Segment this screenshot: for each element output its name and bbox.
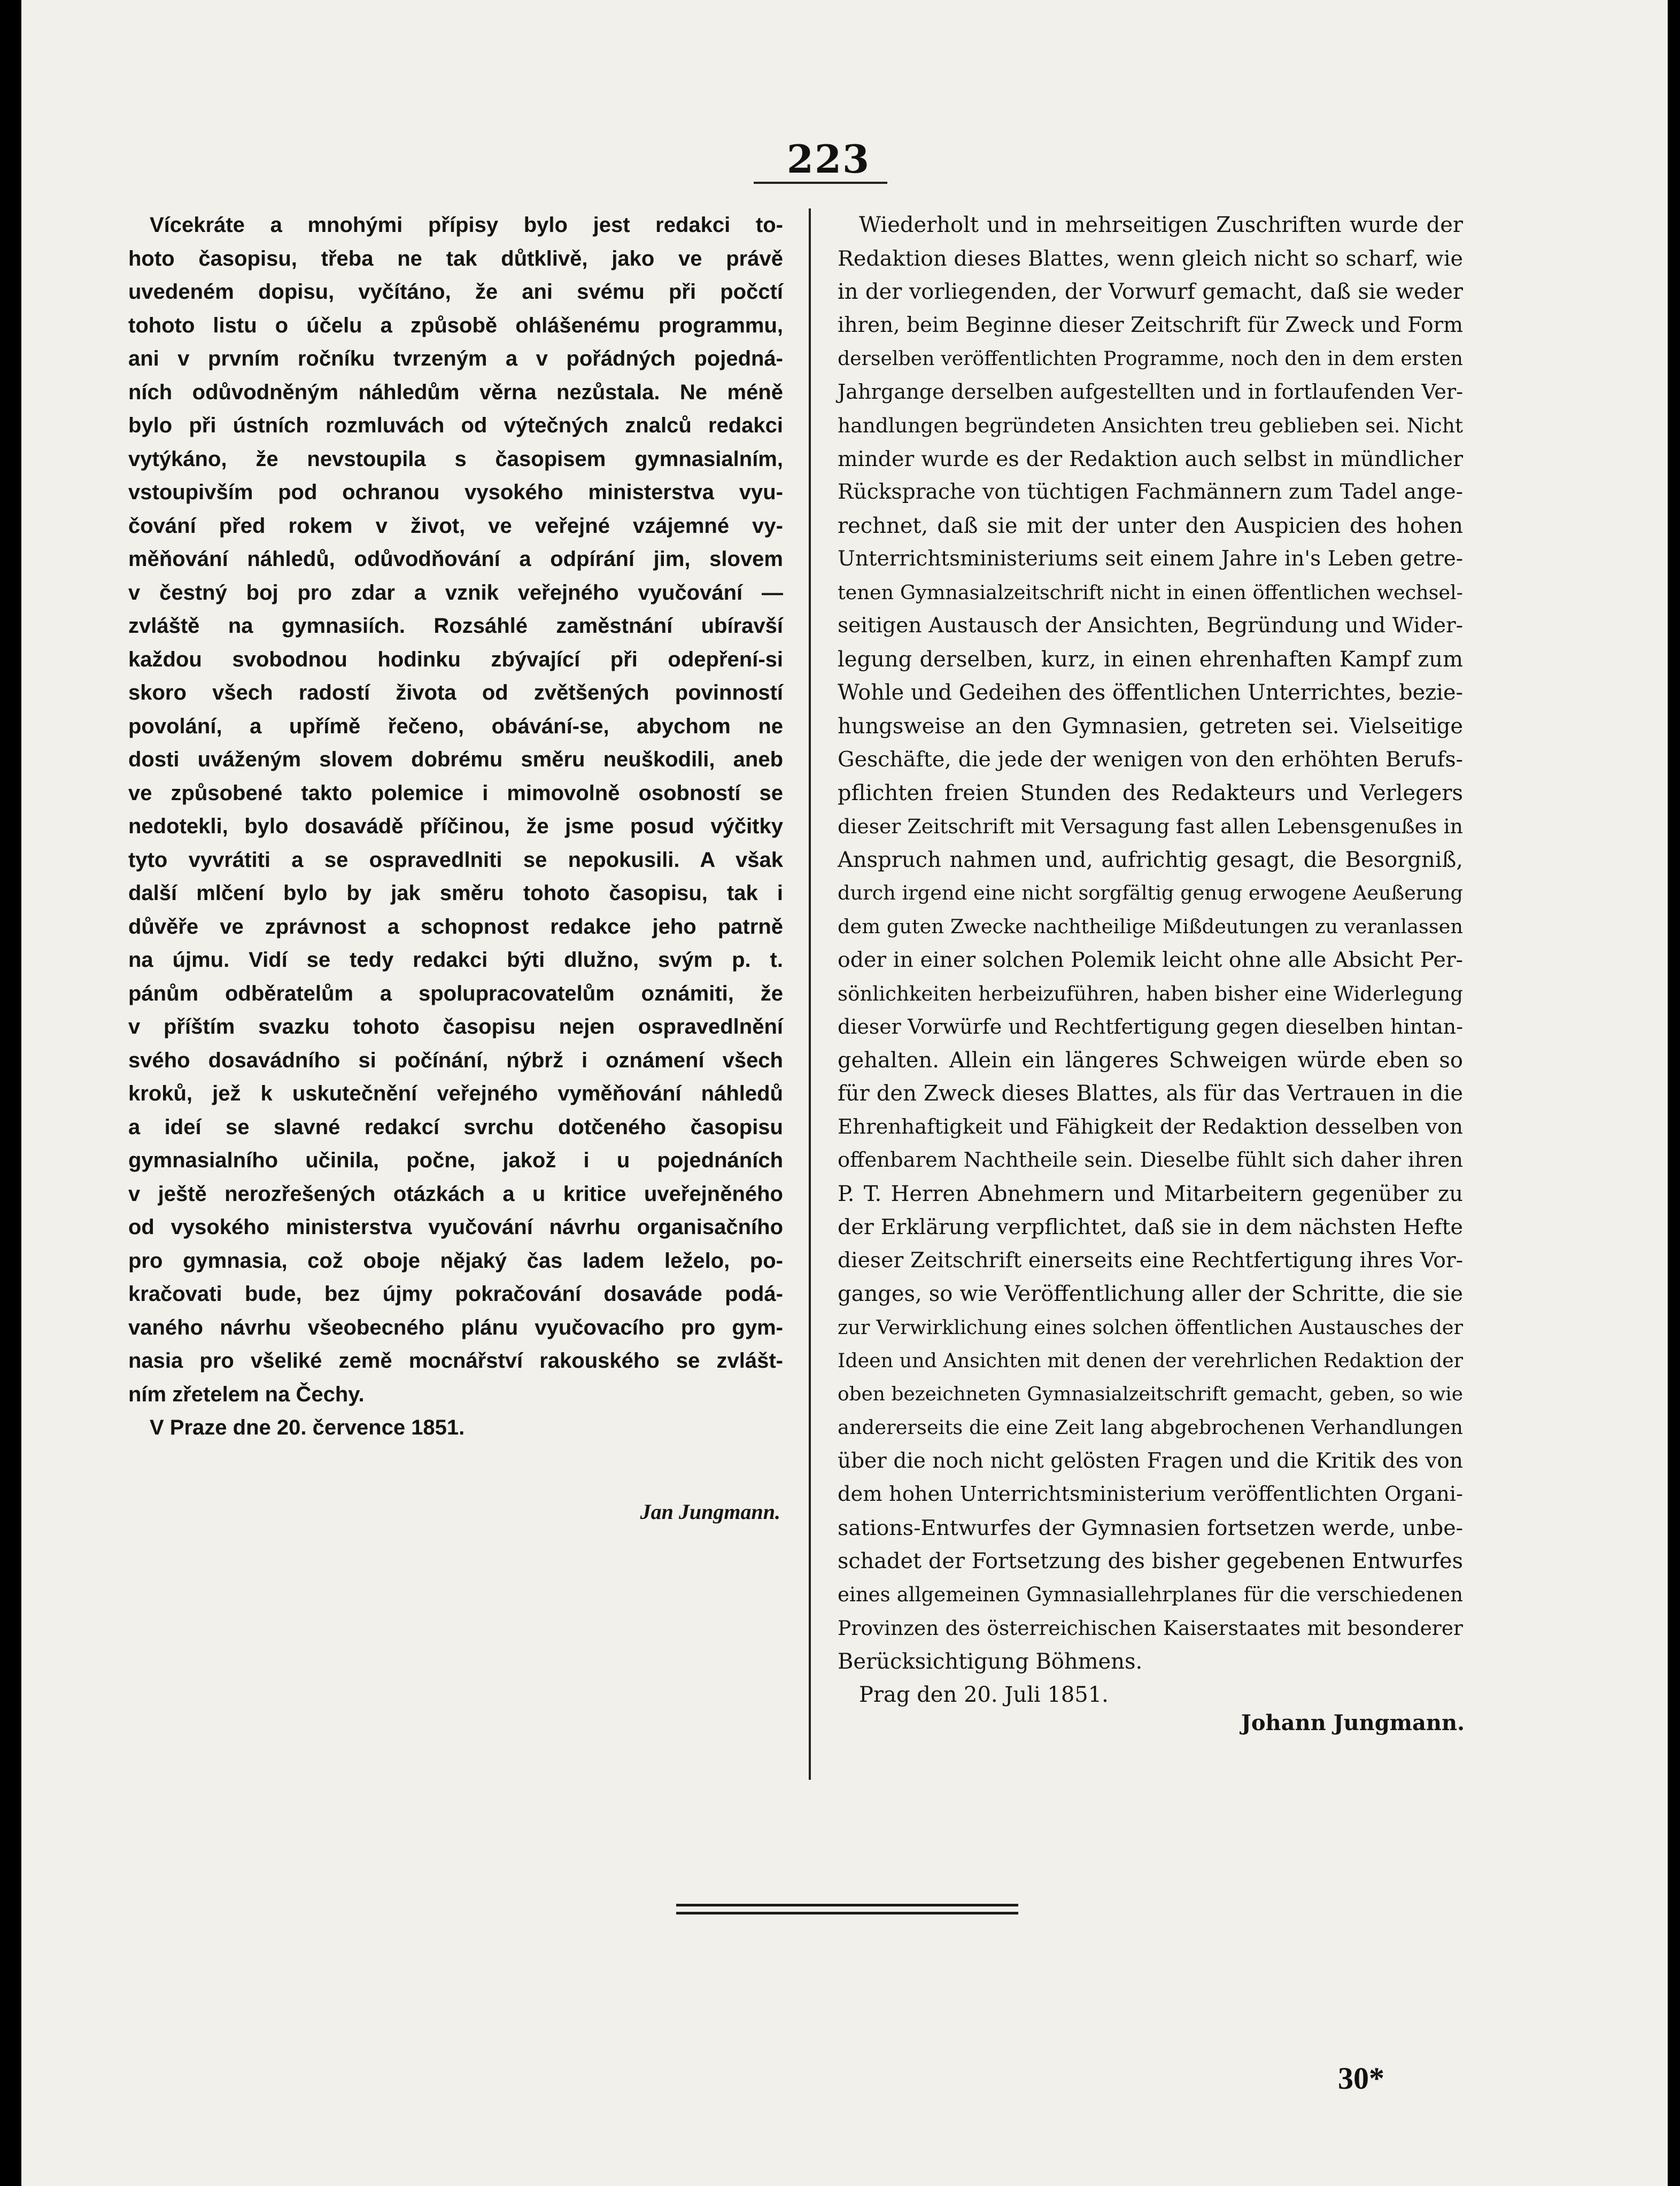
german-column	[838, 208, 1463, 1712]
czech-line: od vysokého ministerstva vyučování návrhu organisačního	[128, 1215, 783, 1239]
czech-line: skoro všech radostí života od zvětšených povinností	[128, 681, 783, 704]
czech-line: vstoupivším pod ochranou vysokého ministerstva vyu-	[128, 480, 783, 504]
czech-line: povolání, a upřímě řečeno, obávání-se, abychom ne	[128, 714, 783, 738]
german-line: Ideen und Ansichten mit denen der verehrlichen Redaktion der	[838, 1349, 1463, 1372]
czech-line: Vícekráte a mnohými přípisy bylo jest redakci to-	[150, 213, 783, 237]
czech-line: pánům odběratelům a spolupracovatelům oznámiti, že	[128, 981, 783, 1005]
german-line: Jahrgange derselben aufgestellten und in fortlaufenden Ver-	[838, 380, 1463, 404]
german-line: andererseits die eine Zeit lang abgebrochenen Verhandlungen	[838, 1416, 1463, 1439]
german-line: sönlichkeiten herbeizuführen, haben bisher eine Widerlegung	[838, 981, 1463, 1005]
german-line: sations-Entwurfes der Gymnasien fortsetzen werde, unbe-	[838, 1515, 1463, 1540]
german-line: über die noch nicht gelösten Fragen und die Kritik des von	[838, 1448, 1463, 1473]
czech-line: vaného návrhu všeobecného plánu vyučovacího pro gym-	[128, 1315, 783, 1339]
czech-line: v čestný boj pro zdar a vznik veřejného vyučování —	[128, 580, 783, 604]
german-line: pflichten freien Stunden des Redakteurs und Verlegers	[838, 780, 1463, 805]
german-signature: Johann Jungmann.	[1241, 1710, 1465, 1735]
german-line: Rücksprache von tüchtigen Fachmännern zum Tadel ange-	[838, 480, 1463, 504]
german-line: dem guten Zwecke nachtheilige Mißdeutungen zu veranlassen	[838, 914, 1463, 938]
czech-line: důvěře ve zprávnost a schopnost redakce jeho patrně	[128, 914, 783, 939]
german-line: in der vorliegenden, der Vorwurf gemacht, daß sie weder	[838, 280, 1463, 304]
german-line: tenen Gymnasialzeitschrift nicht in einen öffentlichen wechsel-	[838, 580, 1463, 604]
czech-line: dosti uváženým slovem dobrému směru neuškodili, aneb	[128, 748, 783, 771]
czech-line: měňování náhledů, odůvodňování a odpírání jim, slovem	[128, 547, 783, 571]
german-line: zur Verwirklichung eines solchen öffentlichen Austausches der	[838, 1315, 1463, 1339]
german-line: für den Zweck dieses Blattes, als für das Vertrauen in die	[838, 1081, 1463, 1106]
german-line: Provinzen des österreichischen Kaiserstaates mit besonderer	[838, 1616, 1463, 1640]
czech-line: tyto vyvrátiti a se ospravedlniti se nepokusili. A však	[128, 848, 783, 872]
czech-line: kračovati bude, bez újmy pokračování dosaváde podá-	[128, 1282, 783, 1306]
czech-line: zvláště na gymnasiích. Rozsáhlé zaměstnání ubíravší	[128, 614, 783, 638]
czech-line: nedotekli, bylo dosavádě příčinou, že jsme posud výčitky	[128, 815, 783, 838]
german-line: hungsweise an den Gymnasien, getreten sei. Vielseitige	[838, 714, 1463, 739]
czech-line: nasia pro všeliké země mocnářství rakouského se zvlášt-	[128, 1349, 783, 1373]
czech-line: tohoto listu o účelu a způsobě ohlášenému programmu,	[128, 313, 783, 337]
czech-column	[128, 208, 783, 1445]
german-line: rechnet, daß sie mit der unter den Auspicien des hohen	[838, 513, 1463, 538]
german-line: handlungen begründeten Ansichten treu geblieben sei. Nicht	[838, 414, 1463, 437]
german-line: Geschäfte, die jede der wenigen von den erhöhten Berufs-	[838, 747, 1463, 772]
german-line: derselben veröffentlichten Programme, noch den in dem ersten	[838, 347, 1463, 370]
german-line: Unterrichtsministeriums seit einem Jahre in's Leben getre-	[838, 547, 1463, 571]
czech-line: svého dosavádního si počínání, nýbrž i oznámení všech	[128, 1048, 783, 1072]
czech-signature: Jan Jungmann.	[640, 1500, 780, 1524]
czech-line: hoto časopisu, třeba ne tak důtklivě, jako ve právě	[128, 246, 783, 270]
german-line: oder in einer solchen Polemik leicht ohne alle Absicht Per-	[838, 948, 1463, 972]
german-line: offenbarem Nachtheile sein. Dieselbe fühlt sich daher ihren	[838, 1148, 1463, 1172]
german-line: oben bezeichneten Gymnasialzeitschrift gemacht, geben, so wie	[838, 1383, 1463, 1405]
german-line: legung derselben, kurz, in einen ehrenhaften Kampf zum	[838, 647, 1463, 672]
german-line: minder wurde es der Redaktion auch selbst in mündlicher	[838, 446, 1463, 471]
czech-line: pro gymnasia, což oboje nějaký čas ladem leželo, po-	[128, 1249, 783, 1273]
german-line: Anspruch nahmen und, aufrichtig gesagt, die Besorgniß,	[838, 847, 1463, 872]
czech-line: uvedeném dopisu, vyčítáno, že ani svému při počctí	[128, 280, 783, 304]
czech-line: bylo při ústních rozmluvách od výtečných znalců redakci	[128, 414, 783, 437]
czech-line: gymnasialního učinila, počne, jakož i u pojednáních	[128, 1149, 783, 1172]
czech-line: na újmu. Vidí se tedy redakci býti dlužno, svým p. t.	[128, 948, 783, 972]
czech-line: v ještě nerozřešených otázkách a u kritice uveřejněného	[128, 1182, 783, 1206]
german-line: seitigen Austausch der Ansichten, Begründung und Wider-	[838, 614, 1463, 638]
czech-line: ním zřetelem na Čechy.	[128, 1382, 365, 1406]
closing-double-rule-bottom	[676, 1912, 1018, 1914]
german-line: Wohle und Gedeihen des öffentlichen Unterrichtes, bezie-	[838, 680, 1463, 705]
german-line: ihren, beim Beginne dieser Zeitschrift für Zweck und Form	[838, 313, 1463, 337]
german-line: Wiederholt und in mehrseitigen Zuschriften wurde der	[859, 213, 1463, 237]
german-line: Ehrenhaftigkeit und Fähigkeit der Redaktion desselben von	[838, 1114, 1463, 1139]
german-line: dem hohen Unterrichtsministerium veröffentlichten Organi-	[838, 1482, 1463, 1506]
page-number-rule	[754, 182, 887, 184]
czech-line: vytýkáno, že nevstoupila s časopisem gymnasialním,	[128, 447, 783, 471]
czech-line: další mlčení bylo by jak směru tohoto časopisu, tak i	[128, 881, 783, 905]
german-line: der Erklärung verpflichtet, daß sie in dem nächsten Hefte	[838, 1215, 1463, 1239]
column-divider	[809, 208, 811, 1780]
page-number: 223	[786, 136, 871, 182]
czech-line: a ideí se slavné redakcí svrchu dotčeného časopisu	[128, 1115, 783, 1139]
german-line: schadet der Fortsetzung des bisher gegebenen Entwurfes	[838, 1549, 1463, 1573]
german-line: eines allgemeinen Gymnasiallehrplanes für die verschiedenen	[838, 1583, 1463, 1606]
czech-line: kroků, jež k uskutečnění veřejného vyměňování náhledů	[128, 1082, 783, 1105]
sheet-signature-mark: 30*	[1338, 2061, 1384, 2096]
czech-line: ani v prvním ročníku tvrzeným a v pořádných pojedná-	[128, 347, 783, 370]
german-line: Berücksichtigung Böhmens.	[838, 1649, 1143, 1674]
czech-line: ních odůvodněným náhledům věrna nezůstala. Ne méně	[128, 380, 783, 404]
german-line: durch irgend eine nicht sorgfältig genug erwogene Aeußerung	[838, 881, 1463, 904]
german-line: dieser Vorwürfe und Rechtfertigung gegen dieselben hintan-	[838, 1015, 1463, 1038]
czech-line: čování před rokem v život, ve veřejné vzájemné vy-	[128, 514, 783, 538]
czech-line: každou svobodnou hodinku zbývající při odepření-si	[128, 647, 783, 671]
czech-line: ve způsobené takto polemice i mimovolně osobností se	[128, 781, 783, 805]
czech-line: v příštím svazku tohoto časopisu nejen ospravedlnění	[128, 1015, 783, 1038]
german-line: ganges, so wie Veröffentlichung aller der Schritte, die sie	[838, 1282, 1463, 1306]
german-line: dieser Zeitschrift mit Versagung fast allen Lebensgenußes in	[838, 815, 1463, 838]
german-dateline: Prag den 20. Juli 1851.	[859, 1683, 1109, 1707]
german-line: P. T. Herren Abnehmern und Mitarbeitern gegenüber zu	[838, 1181, 1463, 1206]
german-line: Redaktion dieses Blattes, wenn gleich nicht so scharf, wie	[838, 246, 1463, 271]
closing-double-rule-top	[676, 1904, 1018, 1906]
czech-dateline: V Praze dne 20. července 1851.	[150, 1416, 465, 1439]
german-line: gehalten. Allein ein längeres Schweigen würde eben so	[838, 1048, 1463, 1073]
german-line: dieser Zeitschrift einerseits eine Rechtfertigung ihres Vor-	[838, 1248, 1463, 1273]
